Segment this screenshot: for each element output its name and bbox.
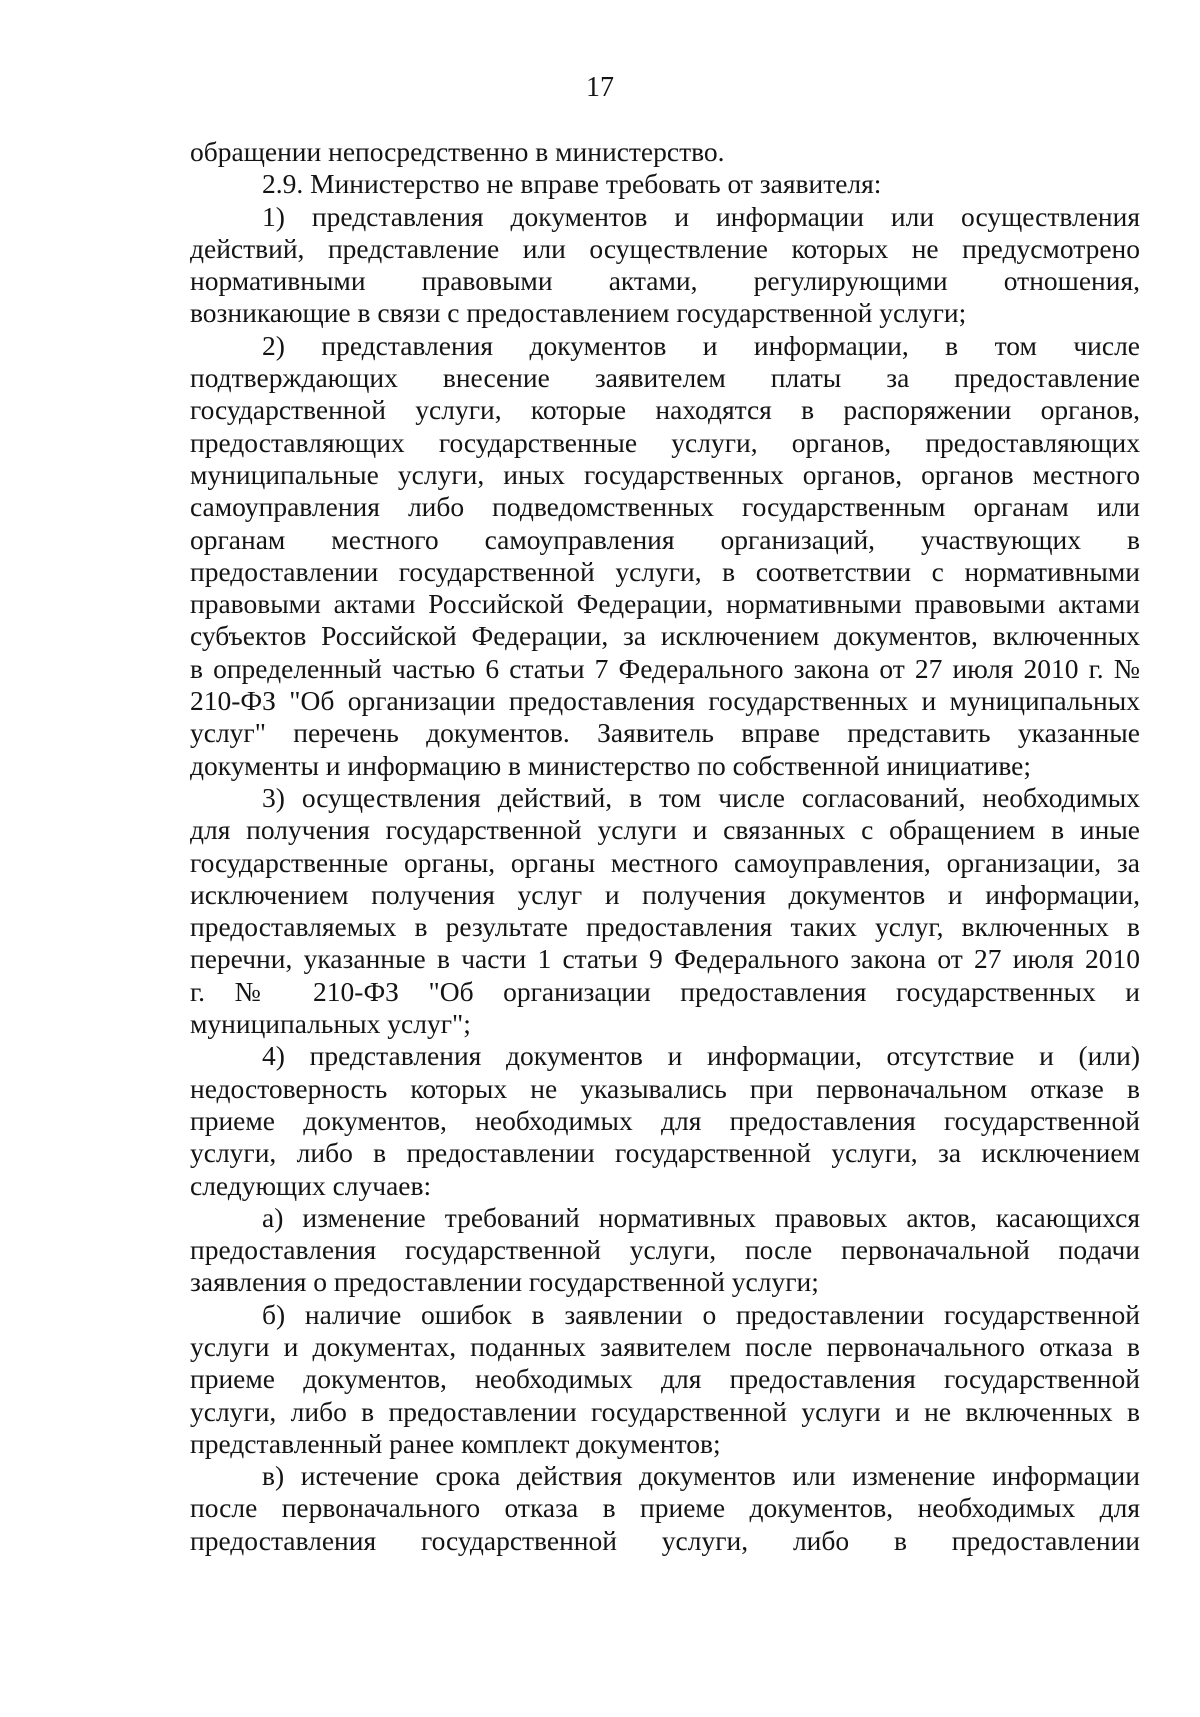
text-line: недостоверность которых не указывались при первоначальном отказе в bbox=[190, 1072, 1140, 1104]
text-line: услуги и документах, поданных заявителем после первоначального отказа в bbox=[190, 1330, 1140, 1362]
text-line: государственной услуги, которые находятся в распоряжении органов, bbox=[190, 394, 1140, 426]
text-line: 210-ФЗ "Об организации предоставления государственных и муниципальных bbox=[190, 685, 1140, 717]
text-line: документы и информацию в министерство по собственной инициативе; bbox=[190, 749, 1032, 781]
text-line: заявления о предоставлении государственной услуги; bbox=[190, 1266, 819, 1298]
text-line: для получения государственной услуги и связанных с обращением в иные bbox=[190, 814, 1140, 846]
text-line: действий, представление или осуществление которых не предусмотрено bbox=[190, 232, 1140, 264]
text-line: представленный ранее комплект документов; bbox=[190, 1427, 721, 1459]
text-line: муниципальные услуги, иных государственных органов, органов местного bbox=[190, 458, 1140, 490]
page-number: 17 bbox=[586, 72, 614, 103]
text-line: обращении непосредственно в министерство. bbox=[190, 136, 725, 167]
text-line: б) наличие ошибок в заявлении о предоставлении государственной bbox=[262, 1298, 1140, 1330]
text-line: г. № 210-ФЗ "Об организации предоставления государственных и bbox=[190, 975, 1140, 1007]
text-line: приеме документов, необходимых для предоставления государственной bbox=[190, 1104, 1140, 1136]
text-line: предоставляемых в результате предоставления таких услуг, включенных в bbox=[190, 911, 1140, 943]
text-line: приеме документов, необходимых для предоставления государственной bbox=[190, 1363, 1140, 1395]
text-line: 4) представления документов и информации, отсутствие и (или) bbox=[262, 1040, 1140, 1072]
text-line: муниципальных услуг"; bbox=[190, 1008, 471, 1040]
text-line: перечни, указанные в части 1 статьи 9 Федерального закона от 27 июля 2010 bbox=[190, 943, 1140, 975]
text-line: самоуправления либо подведомственных государственным органам или bbox=[190, 491, 1140, 523]
text-line: 2) представления документов и информации, в том числе bbox=[262, 329, 1140, 361]
text-line: возникающие в связи с предоставлением государственной услуги; bbox=[190, 297, 967, 329]
text-line: в определенный частью 6 статьи 7 Федерального закона от 27 июля 2010 г. № bbox=[190, 652, 1140, 684]
text-line: а) изменение требований нормативных правовых актов, касающихся bbox=[262, 1201, 1140, 1233]
text-line: 3) осуществления действий, в том числе согласований, необходимых bbox=[262, 781, 1140, 813]
text-line: услуги, либо в предоставлении государственной услуги и не включенных в bbox=[190, 1395, 1140, 1427]
text-line: исключением получения услуг и получения документов и информации, bbox=[190, 878, 1140, 910]
text-line: государственные органы, органы местного самоуправления, организации, за bbox=[190, 846, 1140, 878]
text-line: предоставляющих государственные услуги, органов, предоставляющих bbox=[190, 426, 1140, 458]
text-line: услуг" перечень документов. Заявитель вправе представить указанные bbox=[190, 717, 1140, 749]
text-line: правовыми актами Российской Федерации, нормативными правовыми актами bbox=[190, 588, 1140, 620]
text-line: следующих случаев: bbox=[190, 1169, 432, 1201]
text-line: предоставления государственной услуги, либо в предоставлении bbox=[190, 1524, 1140, 1556]
text-line: нормативными правовыми актами, регулирующими отношения, bbox=[190, 265, 1140, 297]
text-line: подтверждающих внесение заявителем платы за предоставление bbox=[190, 362, 1140, 394]
text-line: 1) представления документов и информации или осуществления bbox=[262, 200, 1140, 232]
text-line: предоставления государственной услуги, после первоначальной подачи bbox=[190, 1234, 1140, 1266]
text-line: услуги, либо в предоставлении государственной услуги, за исключением bbox=[190, 1137, 1140, 1169]
text-line: после первоначального отказа в приеме документов, необходимых для bbox=[190, 1492, 1140, 1524]
text-line: 2.9. Министерство не вправе требовать от заявителя: bbox=[262, 168, 882, 200]
text-line: в) истечение срока действия документов или изменение информации bbox=[262, 1460, 1140, 1492]
text-line: органам местного самоуправления организаций, участвующих в bbox=[190, 523, 1140, 555]
document-body bbox=[190, 136, 1140, 1557]
text-line: предоставлении государственной услуги, в соответствии с нормативными bbox=[190, 555, 1140, 587]
text-line: субъектов Российской Федерации, за исключением документов, включенных bbox=[190, 620, 1140, 652]
